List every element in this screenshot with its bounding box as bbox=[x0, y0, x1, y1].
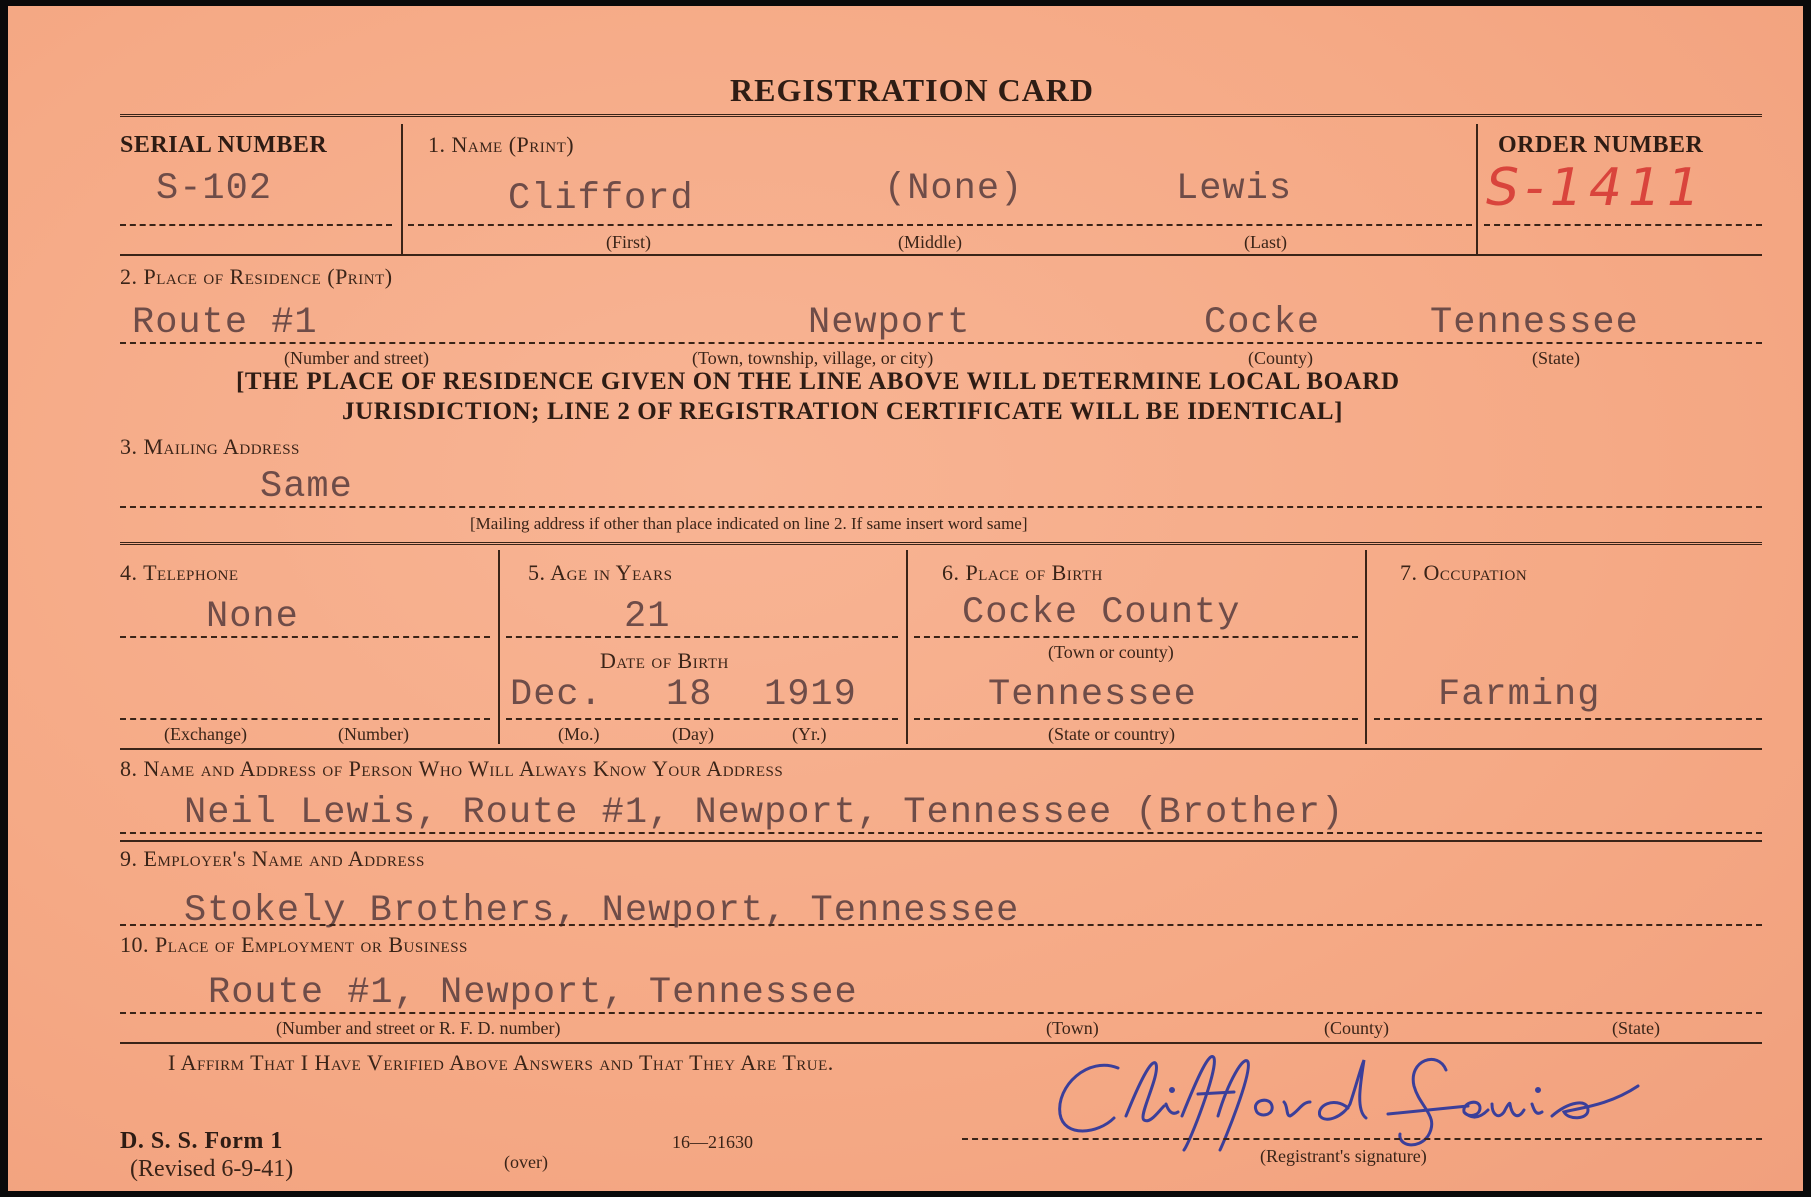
employment-place-value: Route #1, Newport, Tennessee bbox=[208, 972, 858, 1014]
row4-rule bbox=[120, 748, 1762, 750]
dob-year-value: 1919 bbox=[764, 674, 857, 716]
occupation-value: Farming bbox=[1438, 674, 1601, 716]
employer-line bbox=[120, 924, 1762, 926]
birthplace-state-line bbox=[914, 718, 1358, 720]
serial-number-label: SERIAL NUMBER bbox=[120, 132, 328, 158]
col-divider-1 bbox=[498, 550, 500, 744]
dob-month-value: Dec. bbox=[510, 674, 603, 716]
residence-state-value: Tennessee bbox=[1430, 302, 1639, 344]
signature-line bbox=[962, 1138, 1762, 1140]
mailing-address-note: [Mailing address if other than place indicated on line 2. If same insert word same] bbox=[470, 514, 1028, 533]
serial-line bbox=[120, 224, 392, 226]
col-divider-2 bbox=[906, 550, 908, 744]
row3-rule bbox=[120, 542, 1762, 545]
birthplace-town-line bbox=[914, 636, 1358, 638]
order-number-value: S-1411 bbox=[1486, 158, 1707, 218]
residence-label: 2. Place of Residence (Print) bbox=[120, 264, 393, 289]
name-first-caption: (First) bbox=[606, 232, 651, 252]
name-middle-value: (None) bbox=[884, 168, 1024, 210]
age-label: 5. Age in Years bbox=[528, 560, 673, 585]
form-code: 16—21630 bbox=[672, 1132, 753, 1152]
dob-year-caption: (Yr.) bbox=[792, 724, 827, 744]
employment-place-label: 10. Place of Employment or Business bbox=[120, 932, 468, 957]
birthplace-town-caption: (Town or county) bbox=[1048, 642, 1174, 662]
mailing-address-label: 3. Mailing Address bbox=[120, 434, 300, 459]
name-last-caption: (Last) bbox=[1244, 232, 1287, 252]
age-line bbox=[506, 636, 898, 638]
name-first-value: Clifford bbox=[508, 178, 694, 220]
telephone-number-line bbox=[120, 718, 490, 720]
dob-day-value: 18 bbox=[666, 674, 713, 716]
residence-town-value: Newport bbox=[808, 302, 971, 344]
birthplace-label: 6. Place of Birth bbox=[942, 560, 1103, 585]
occupation-label: 7. Occupation bbox=[1400, 560, 1528, 585]
employment-county-caption: (County) bbox=[1324, 1018, 1389, 1038]
col-divider-3 bbox=[1365, 550, 1367, 744]
affirmation-text: I Affirm That I Have Verified Above Answers and That They Are True. bbox=[168, 1050, 834, 1075]
row10-rule bbox=[120, 1042, 1762, 1044]
telephone-exchange-caption: (Exchange) bbox=[164, 724, 247, 744]
telephone-line bbox=[120, 636, 490, 638]
telephone-value: None bbox=[206, 596, 299, 638]
age-value: 21 bbox=[624, 596, 671, 638]
order-number-label: ORDER NUMBER bbox=[1498, 132, 1704, 158]
mailing-address-value: Same bbox=[260, 466, 353, 508]
employment-street-caption: (Number and street or R. F. D. number) bbox=[276, 1018, 561, 1038]
telephone-number-caption: (Number) bbox=[338, 724, 409, 744]
telephone-label: 4. Telephone bbox=[120, 560, 239, 585]
name-label: 1. Name (Print) bbox=[428, 132, 575, 157]
dob-line bbox=[506, 718, 898, 720]
form-name: D. S. S. Form 1 bbox=[120, 1128, 283, 1154]
row8-rule bbox=[120, 840, 1762, 842]
birthplace-state-value: Tennessee bbox=[988, 674, 1197, 716]
residence-county-caption: (County) bbox=[1248, 348, 1313, 368]
residence-line bbox=[120, 342, 1762, 344]
dob-day-caption: (Day) bbox=[672, 724, 714, 744]
name-middle-caption: (Middle) bbox=[898, 232, 962, 252]
row1-rule bbox=[120, 254, 1762, 256]
residence-street-caption: (Number and street) bbox=[284, 348, 429, 368]
form-over: (over) bbox=[504, 1152, 548, 1172]
birthplace-town-value: Cocke County bbox=[962, 592, 1241, 634]
order-divider bbox=[1476, 124, 1478, 254]
jurisdiction-notice-line2: JURISDICTION; LINE 2 OF REGISTRATION CERTIFICATE WILL BE IDENTICAL] bbox=[342, 398, 1344, 425]
residence-street-value: Route #1 bbox=[132, 302, 318, 344]
occupation-line bbox=[1374, 718, 1762, 720]
jurisdiction-notice-line1: [THE PLACE OF RESIDENCE GIVEN ON THE LINE ABOVE WILL DETERMINE LOCAL BOARD bbox=[236, 368, 1400, 395]
order-line bbox=[1484, 224, 1762, 226]
name-last-value: Lewis bbox=[1176, 168, 1293, 210]
form-revised: (Revised 6-9-41) bbox=[130, 1156, 294, 1182]
employer-value: Stokely Brothers, Newport, Tennessee bbox=[184, 890, 1020, 932]
serial-divider bbox=[401, 124, 403, 254]
employer-label: 9. Employer's Name and Address bbox=[120, 846, 425, 871]
mailing-line bbox=[120, 506, 1762, 508]
residence-state-caption: (State) bbox=[1532, 348, 1580, 368]
residence-county-value: Cocke bbox=[1204, 302, 1321, 344]
employment-place-line bbox=[120, 1012, 1762, 1014]
top-rule bbox=[120, 114, 1762, 117]
dob-month-caption: (Mo.) bbox=[558, 724, 600, 744]
dob-label: Date of Birth bbox=[600, 648, 729, 673]
employment-state-caption: (State) bbox=[1612, 1018, 1660, 1038]
employment-town-caption: (Town) bbox=[1046, 1018, 1099, 1038]
birthplace-state-caption: (State or country) bbox=[1048, 724, 1175, 744]
contact-line bbox=[120, 832, 1762, 834]
contact-label: 8. Name and Address of Person Who Will Always Know Your Address bbox=[120, 756, 784, 781]
name-line bbox=[408, 224, 1472, 226]
serial-number-value: S-102 bbox=[156, 168, 273, 210]
signature-caption: (Registrant's signature) bbox=[1260, 1146, 1427, 1166]
residence-town-caption: (Town, township, village, or city) bbox=[692, 348, 934, 368]
contact-value: Neil Lewis, Route #1, Newport, Tennessee (Brother) bbox=[184, 792, 1345, 834]
card-title: REGISTRATION CARD bbox=[730, 72, 1095, 108]
registration-card bbox=[8, 6, 1803, 1191]
